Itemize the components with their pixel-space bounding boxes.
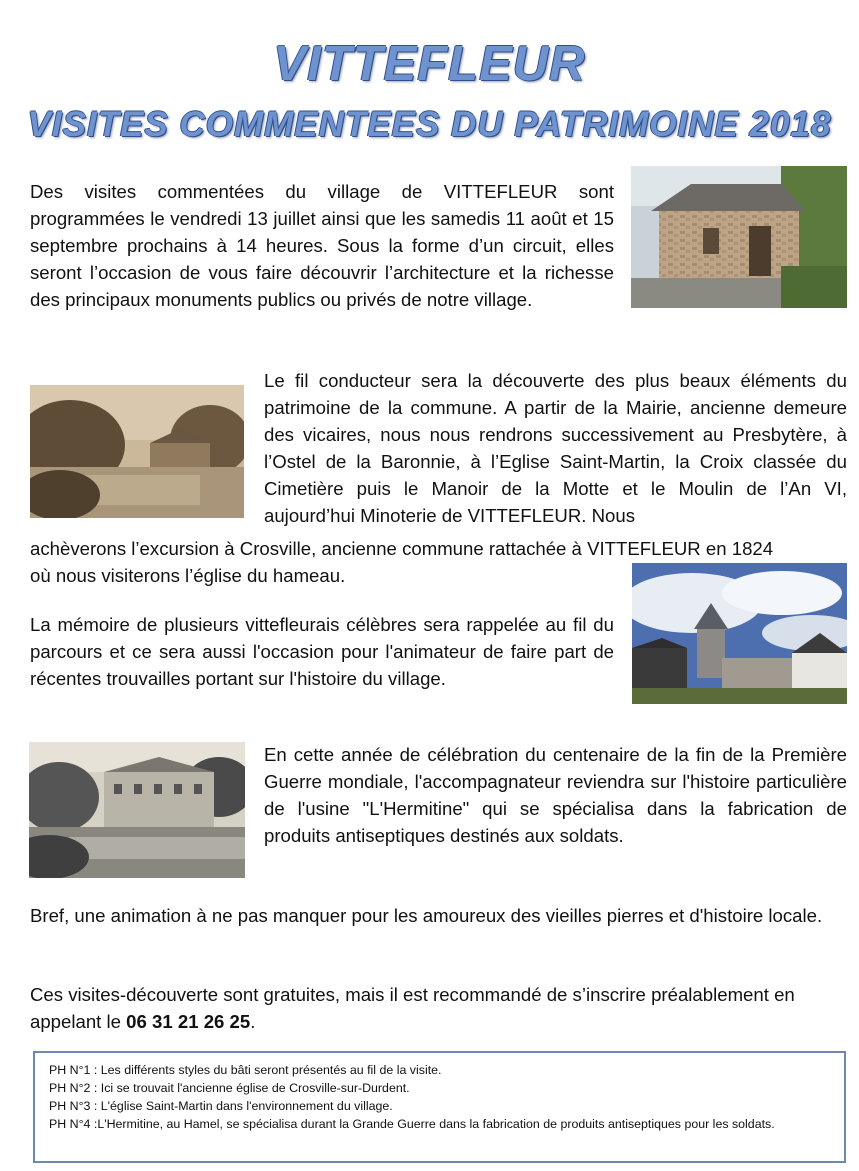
caption-photo-4: PH N°4 :L'Hermitine, au Hamel, se spécialisa durant la Grande Guerre dans la fabrication de produits antiseptiques pour les soldats. xyxy=(49,1117,775,1131)
itinerary-paragraph-cont: achèverons l’excursion à Crosville, ancienne commune rattachée à VITTEFLEUR en 1824 xyxy=(30,538,774,559)
summary-paragraph: Bref, une animation à ne pas manquer pour les amoureux des vieilles pierres et d'histoire locale. xyxy=(30,905,823,926)
page-title: VITTEFLEUR xyxy=(273,37,586,91)
photo-stone-house xyxy=(631,166,847,308)
memory-paragraph: La mémoire de plusieurs vittefleurais célèbres sera rappelée au fil du parcours et ce sera aussi l'occasion pour l'animateur de faire part de récentes trouvailles portant sur l'histoire du village. xyxy=(30,614,614,689)
registration-paragraph xyxy=(30,981,847,1035)
hermitine-paragraph: En cette année de célébration du centenaire de la fin de la Première Guerre mondiale, l'accompagnateur reviendra sur l'histoire particulière de l'usine "L'Hermitine" qui se spécialisa dans la fabrication de produits antiseptiques destinés aux soldats. xyxy=(264,744,847,846)
intro-paragraph: Des visites commentées du village de VITTEFLEUR sont programmées le vendredi 13 juillet ainsi que les samedis 11 août et 15 septembre prochains à 14 heures. Sous la forme d’un circuit, elles seront l’occasion de vous faire découvrir l’architecture et la richesse des principaux monuments publics ou privés de notre village. xyxy=(30,181,614,310)
caption-photo-2: PH N°2 : Ici se trouvait l'ancienne église de Crosville-sur-Durdent. xyxy=(49,1081,410,1095)
photo-saint-martin-church xyxy=(632,563,847,704)
photo-captions-box xyxy=(33,1051,846,1163)
photo-hermitine-factory xyxy=(29,742,245,878)
page-subtitle: VISITES COMMENTEES DU PATRIMOINE 2018 xyxy=(27,105,832,144)
itinerary-paragraph: Le fil conducteur sera la découverte des plus beaux éléments du patrimoine de la commune. A partir de la Mairie, ancienne demeure des vicaires, nous nous rendrons successivement au Presbytère, à l’Ostel de la Baronnie, à l’Eglise Saint-Martin, la Croix classée du Cimetière puis le Manoir de la Motte et le Moulin de l’An VI, aujourd’hui Minoterie de VITTEFLEUR. Nous xyxy=(264,370,847,526)
phone-number: 06 31 21 26 25 xyxy=(126,1011,251,1032)
photo-crosville-postcard xyxy=(30,385,244,518)
itinerary-paragraph-end: où nous visiterons l’église du hameau. xyxy=(30,565,346,586)
registration-text: Ces visites-découverte sont gratuites, mais il est recommandé de s’inscrire préalablement en appelant le xyxy=(30,984,795,1032)
caption-photo-3: PH N°3 : L'église Saint-Martin dans l'environnement du village. xyxy=(49,1099,393,1113)
registration-end: . xyxy=(250,1011,256,1032)
caption-photo-1: PH N°1 : Les différents styles du bâti seront présentés au fil de la visite. xyxy=(49,1063,442,1077)
